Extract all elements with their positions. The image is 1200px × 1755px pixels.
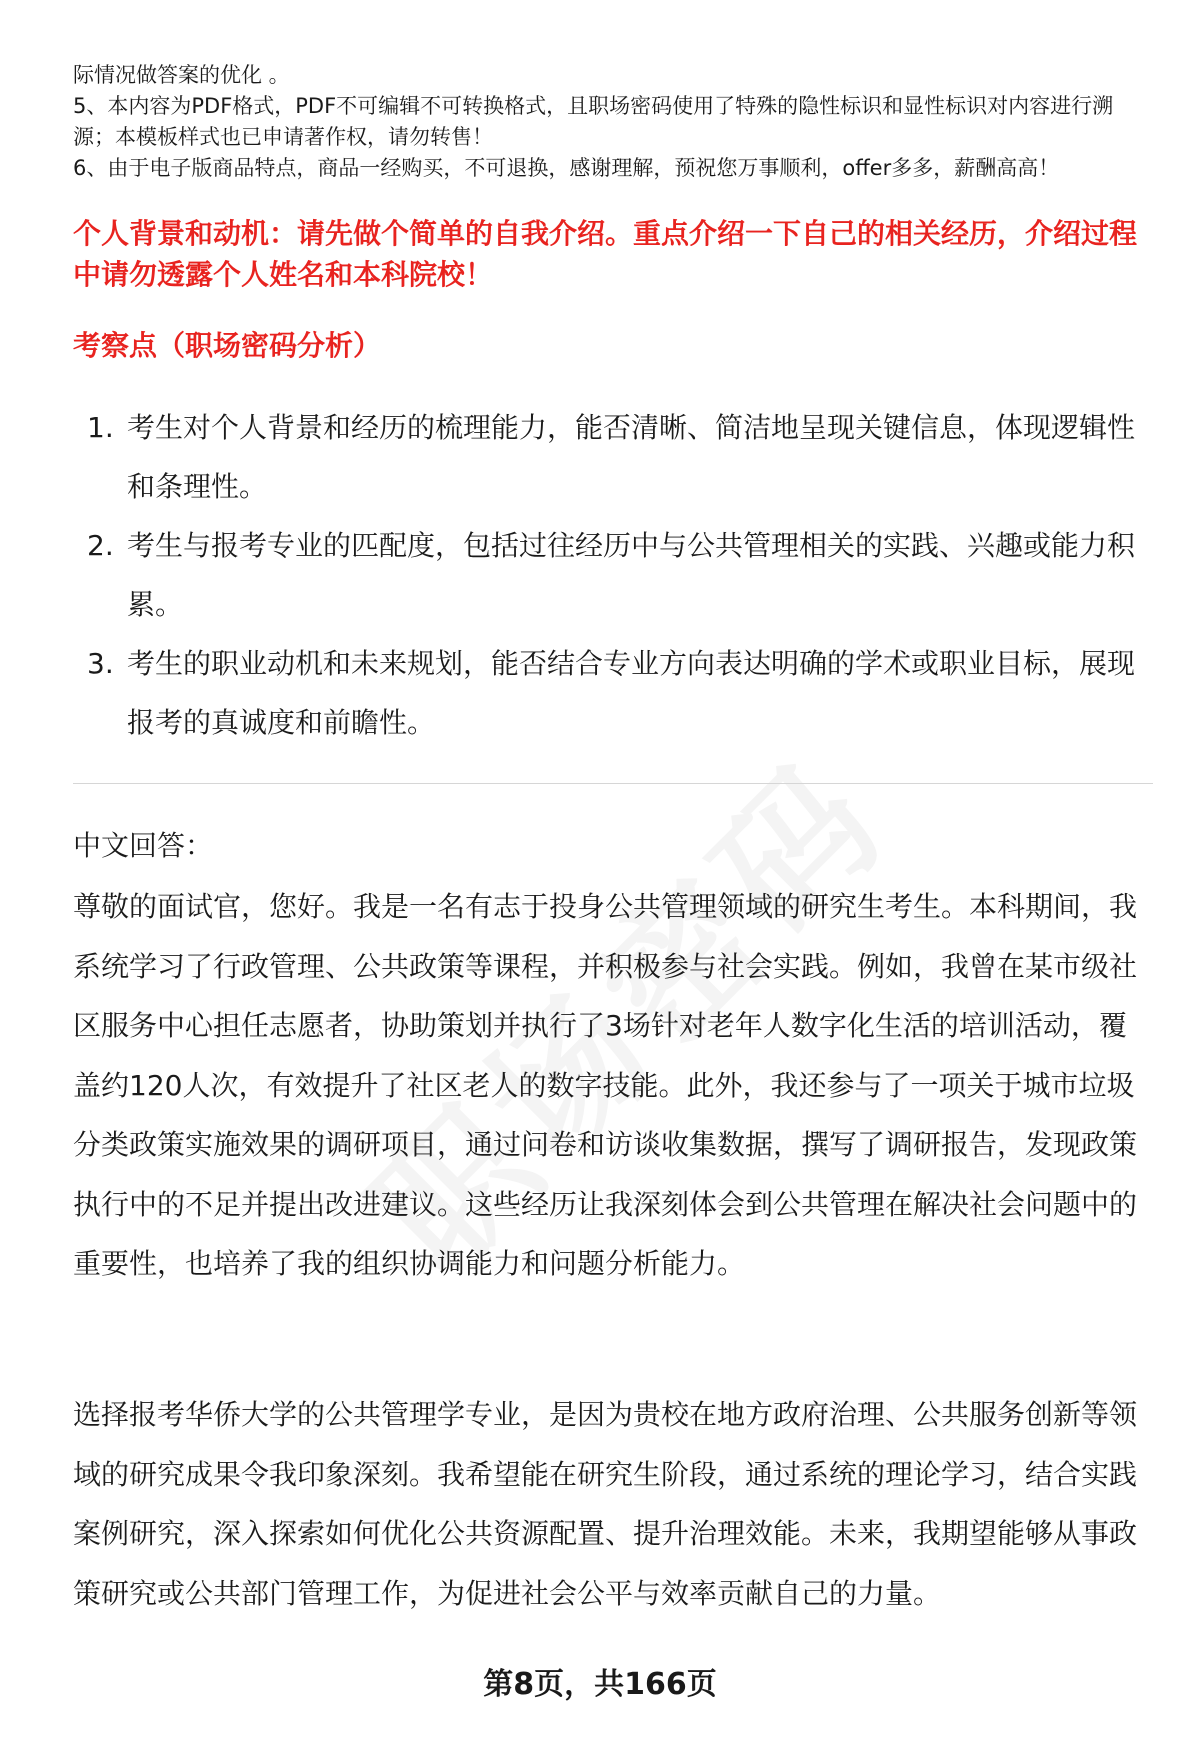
point-number: 3. (87, 647, 114, 680)
note-line: 6、由于电子版商品特点，商品一经购买，不可退换，感谢理解，预祝您万事顺利，offer多多，薪酬高高！ (73, 156, 1060, 180)
note-line: 际情况做答案的优化 。 (73, 63, 290, 87)
point-text: 考生与报考专业的匹配度，包括过往经历中与公共管理相关的实践、兴趣或能力积累。 (127, 529, 1136, 621)
point-text: 考生对个人背景和经历的梳理能力，能否清晰、简洁地呈现关键信息，体现逻辑性和条理性。 (127, 411, 1136, 503)
notes-block (73, 60, 1153, 184)
point-number: 2. (87, 529, 114, 562)
analysis-points-list (73, 398, 1153, 752)
analysis-point (73, 398, 1153, 516)
page-number: 第8页，共166页 (483, 1667, 717, 1702)
question-heading: 个人背景和动机：请先做个简单的自我介绍。重点介绍一下自己的相关经历，介绍过程中请勿透露个人姓名和本科院校！ (73, 217, 1138, 291)
answer-label: 中文回答： (73, 829, 214, 862)
analysis-point (73, 634, 1153, 752)
point-number: 1. (87, 411, 114, 444)
answer-paragraph: 选择报考华侨大学的公共管理学专业，是因为贵校在地方政府治理、公共服务创新等领域的研究成果令我印象深刻。我希望能在研究生阶段，通过系统的理论学习，结合实践案例研究，深入探索如何优化公共资源配置、提升治理效能。未来，我期望能够从事政策研究或公共部门管理工作，为促进社会公平与效率贡献自己的力量。 (73, 1398, 1138, 1610)
note-line: 5、本内容为PDF格式，PDF不可编辑不可转换格式，且职场密码使用了特殊的隐性标识和显性标识对内容进行溯源；本模板样式也已申请著作权，请勿转售！ (73, 94, 1114, 149)
analysis-point (73, 516, 1153, 634)
answer-paragraph: 尊敬的面试官，您好。我是一名有志于投身公共管理领域的研究生考生。本科期间，我系统学习了行政管理、公共政策等课程，并积极参与社会实践。例如，我曾在某市级社区服务中心担任志愿者，协助策划并执行了3场针对老年人数字化生活的培训活动，覆盖约120人次，有效提升了社区老人的数字技能。此外，我还参与了一项关于城市垃圾分类政策实施效果的调研项目，通过问卷和访谈收集数据，撰写了调研报告，发现政策执行中的不足并提出改进建议。这些经历让我深刻体会到公共管理在解决社会问题中的重要性，也培养了我的组织协调能力和问题分析能力。 (73, 890, 1138, 1280)
analysis-title: 考察点（职场密码分析） (73, 329, 382, 362)
section-divider (73, 783, 1153, 784)
point-text: 考生的职业动机和未来规划，能否结合专业方向表达明确的学术或职业目标，展现报考的真诚度和前瞻性。 (127, 647, 1136, 739)
